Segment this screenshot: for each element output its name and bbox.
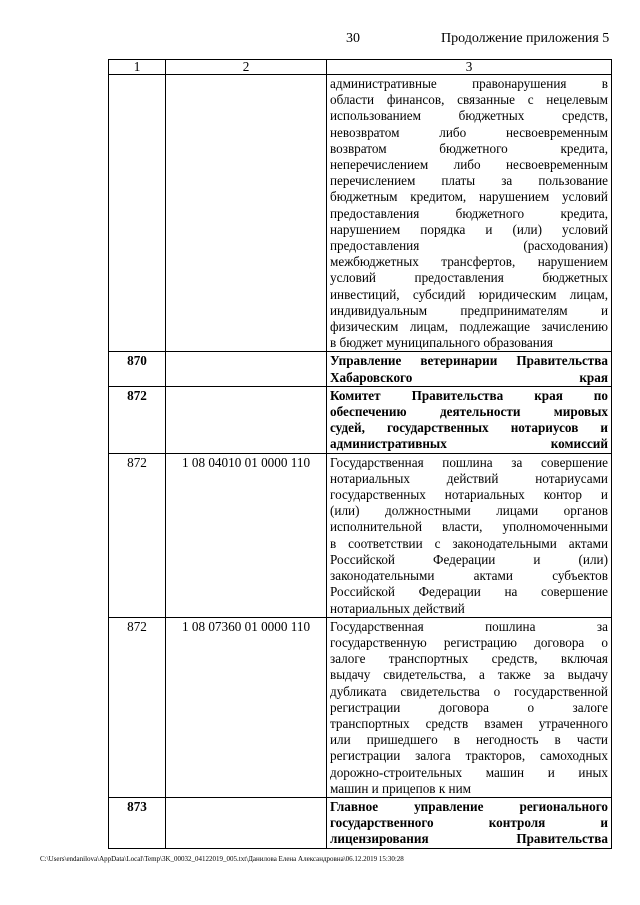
column-header-1: 1 [109, 60, 166, 75]
description-line: предоставления (расходования) [330, 238, 608, 254]
description-cell [327, 797, 612, 848]
table-row [109, 617, 612, 797]
description-line: нотариальных действий нотариусами [330, 470, 608, 486]
description-line: Комитет Правительства края по [330, 387, 608, 403]
description-line: законодательными актами субъектов [330, 568, 608, 584]
description-line: залоге транспортных средств, включая [330, 651, 608, 667]
description-line: дорожно-строительных машин и иных [330, 764, 608, 780]
description-line: государственную регистрацию договора о [330, 634, 608, 650]
description-line: перечислением платы за пользование [330, 173, 608, 189]
description-line: обеспечению деятельности мировых [330, 404, 608, 420]
file-path-footer: C:\Users\endanilova\AppData\Local\Temp\3K_00032_04122019_005.txt\Данилова Елена Александровна\06.12.2019 15:30:28 [40, 855, 404, 863]
admin-code-cell [109, 75, 166, 352]
admin-code-cell: 870 [109, 352, 166, 386]
table-row [109, 797, 612, 848]
description-line: индивидуальным предпринимателям и [330, 302, 608, 318]
description-line: транспортных средств взамен утраченного [330, 715, 608, 731]
revenue-code-cell [166, 386, 327, 453]
description-cell [327, 453, 612, 617]
description-line: межбюджетных трансфертов, нарушением [330, 254, 608, 270]
description-line: Государственная пошлина за совершение [330, 454, 608, 470]
description-line: возвратом бюджетного кредита, [330, 140, 608, 156]
description-line: выдачу свидетельства, а также за выдачу [330, 667, 608, 683]
description-line: Государственная пошлина за [330, 618, 608, 634]
description-line: или пришедшего в негодность в части [330, 732, 608, 748]
description-line: нотариальных действий [330, 600, 465, 616]
description-line: области финансов, связанные с нецелевым [330, 92, 608, 108]
continuation-label: Продолжение приложения 5 [441, 31, 610, 46]
revenue-code-cell: 1 08 04010 01 0000 110 [166, 453, 327, 617]
table-row [109, 386, 612, 453]
table-row [109, 75, 612, 352]
description-cell [327, 75, 612, 352]
admin-code-cell: 872 [109, 386, 166, 453]
description-line: административные правонарушения в [330, 76, 608, 91]
table-row [109, 453, 612, 617]
budget-codes-table [108, 59, 612, 849]
description-line: машин и прицепов к ним [330, 780, 471, 796]
description-line: инвестиций, субсидий юридическим лицам, [330, 286, 608, 302]
description-line: регистрации залога тракторов, самоходных [330, 748, 608, 764]
description-line: административных комиссий [330, 436, 608, 452]
description-line: Российской Федерации на совершение [330, 584, 608, 600]
description-line: Российской Федерации и (или) [330, 551, 608, 567]
revenue-code-cell: 1 08 07360 01 0000 110 [166, 617, 327, 797]
description-line: невозвратом либо несвоевременным [330, 124, 608, 140]
description-line: в бюджет муниципального образования [330, 335, 553, 351]
description-line: регистрации договора о залоге [330, 699, 608, 715]
table-body [109, 75, 612, 849]
description-line: Главное управление регионального [330, 798, 608, 814]
description-cell [327, 617, 612, 797]
table-header [109, 60, 612, 75]
description-line: лицензирования Правительства [330, 831, 608, 847]
description-line: неперечислением либо несвоевременным [330, 157, 608, 173]
column-header-2: 2 [166, 60, 327, 75]
admin-code-cell: 873 [109, 797, 166, 848]
revenue-code-cell [166, 352, 327, 386]
description-line: исполнительной власти, уполномоченными [330, 519, 608, 535]
page-number: 30 [346, 31, 360, 46]
description-line: нарушением порядка и (или) условий [330, 221, 608, 237]
description-cell [327, 386, 612, 453]
description-line: предоставления бюджетного кредита, [330, 205, 608, 221]
description-line: Управление ветеринарии Правительства [330, 353, 608, 369]
revenue-code-cell [166, 797, 327, 848]
description-line: в соответствии с законодательными актами [330, 535, 608, 551]
description-line: дубликата свидетельства о государственной [330, 683, 608, 699]
description-line: использованием бюджетных средств, [330, 108, 608, 124]
description-line: условий предоставления бюджетных [330, 270, 608, 286]
table-row [109, 352, 612, 386]
description-line: государственных нотариальных контор и [330, 487, 608, 503]
description-line: государственного контроля и [330, 815, 608, 831]
description-line: физическим лицам, подлежащие зачислению [330, 319, 608, 335]
description-line: бюджетным кредитом, нарушением условий [330, 189, 608, 205]
column-header-3: 3 [327, 60, 612, 75]
page-header [0, 31, 640, 51]
description-line: (или) должностными лицами органов [330, 503, 608, 519]
revenue-code-cell [166, 75, 327, 352]
admin-code-cell: 872 [109, 617, 166, 797]
admin-code-cell: 872 [109, 453, 166, 617]
description-line: судей, государственных нотариусов и [330, 420, 608, 436]
description-line: Хабаровского края [330, 369, 608, 385]
description-cell [327, 352, 612, 386]
